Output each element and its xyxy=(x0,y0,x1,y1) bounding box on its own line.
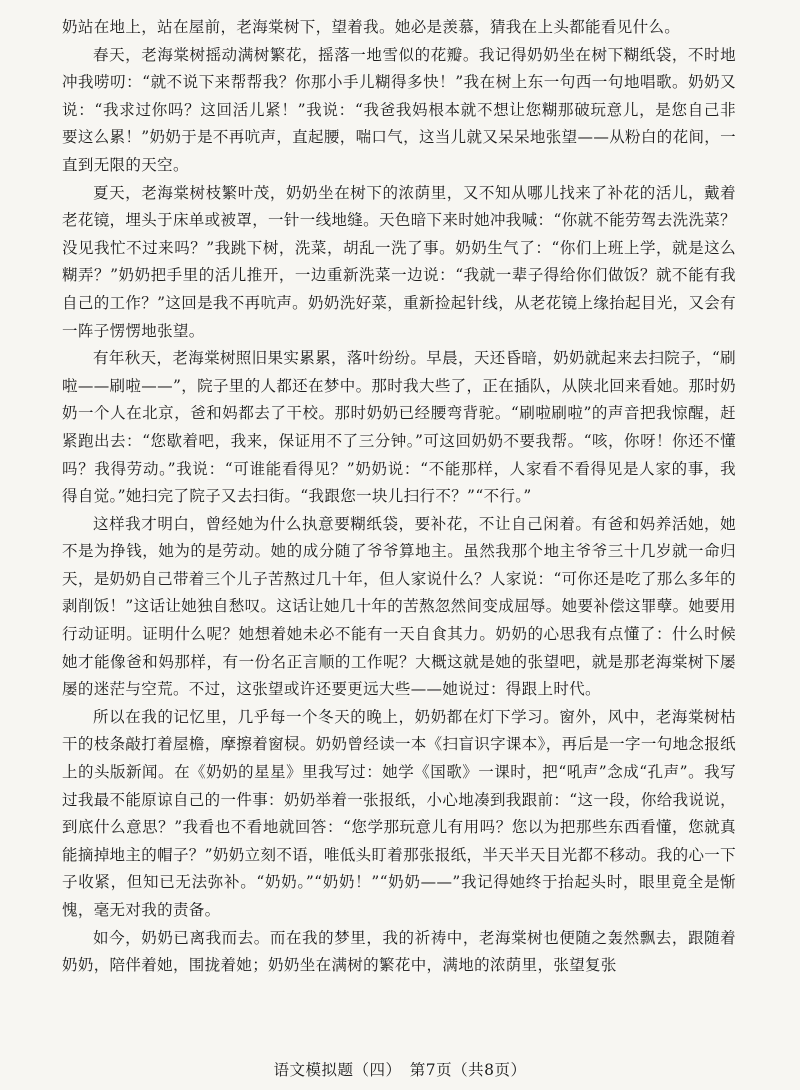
paragraph-spring: 春天，老海棠树摇动满树繁花，摇落一地雪似的花瓣。我记得奶奶坐在树下糊纸袋，不时地冲我唠叨：“就不说下来帮帮我？你那小手儿糊得多快！”我在树上东一句西一句地唱歌。奶奶又说：“我求过你吗？这回活儿紧！”我说：“我爸我妈根本就不想让您糊那破玩意儿，是您自己非要这么累！”奶奶于是不再吭声，直起腰，喘口气，这当儿就又呆呆地张望——从粉白的花间，一直到无限的天空。 xyxy=(62,45,736,174)
paragraph-continuation: 奶站在地上，站在屋前，老海棠树下，望着我。她必是羡慕，猜我在上头都能看见什么。 xyxy=(62,18,681,36)
paragraph-winter: 所以在我的记忆里，几乎每一个冬天的晚上，奶奶都在灯下学习。窗外，风中，老海棠树枯干的枝条敲打着屋檐，摩擦着窗棂。奶奶曾经读一本《扫盲识字课本》，再后是一字一句地念报纸上的头版新闻。在《奶奶的星星》里我写过：她学《国歌》一课时，把“吼声”念成“孔声”。我写过我最不能原谅自己的一件事：奶奶举着一张报纸，小心地凑到我跟前：“这一段，你给我说说，到底什么意思？”我看也不看地就回答：“您学那玩意儿有用吗？您以为把那些东西看懂，您就真能摘掉地主的帽子？”奶奶立刻不语，唯低头盯着那张报纸，半天半天目光都不移动。我的心一下子收紧，但知已无法弥补。“奶奶。”“奶奶！”“奶奶——”我记得她终于抬起头时，眼里竟全是惭愧，毫无对我的责备。 xyxy=(62,707,736,919)
paragraph-now: 如今，奶奶已离我而去。而在我的梦里，我的祈祷中，老海棠树也便随之轰然飘去，跟随着奶奶，陪伴着她，围拢着她；奶奶坐在满树的繁花中，满地的浓荫里，张望复张 xyxy=(62,928,736,975)
page-footer: 语文模拟题（四） 第7页（共8页） xyxy=(273,1061,527,1079)
paragraph-summer: 夏天，老海棠树枝繁叶茂，奶奶坐在树下的浓荫里，又不知从哪儿找来了补花的活儿，戴着老花镜，埋头于床单或被罩，一针一线地缝。天色暗下来时她冲我喊：“你就不能劳驾去洗洗菜？没见我忙不过来吗？”我跳下树，洗菜，胡乱一洗了事。奶奶生气了：“你们上班上学，就是这么糊弄？”奶奶把手里的活儿推开，一边重新洗菜一边说：“我就一辈子得给你们做饭？就不能有我自己的工作？”这回是我不再吭声。奶奶洗好菜，重新捡起针线，从老花镜上缘抬起目光，又会有一阵子愣愣地张望。 xyxy=(62,183,736,340)
paragraph-autumn: 有年秋天，老海棠树照旧果实累累，落叶纷纷。早晨，天还昏暗，奶奶就起来去扫院子，“刷啦——刷啦——”，院子里的人都还在梦中。那时我大些了，正在插队，从陕北回来看她。那时奶奶一个人在北京，爸和妈都去了干校。那时奶奶已经腰弯背驼。“刷啦刷啦”的声音把我惊醒，赶紧跑出去：“您歇着吧，我来，保证用不了三分钟。”可这回奶奶不要我帮。“咳，你呀！你还不懂吗？我得劳动。”我说：“可谁能看得见？”奶奶说：“不能那样，人家看不看得见是人家的事，我得自觉。”她扫完了院子又去扫街。“我跟您一块儿扫行不？”“不行。” xyxy=(62,349,736,506)
paragraph-realization: 这样我才明白，曾经她为什么执意要糊纸袋，要补花，不让自己闲着。有爸和妈养活她，她不是为挣钱，她为的是劳动。她的成分随了爷爷算地主。虽然我那个地主爷爷三十几岁就一命归天，是奶奶自己带着三个儿子苦熬过几十年，但人家说什么？人家说：“可你还是吃了那么多年的剥削饭！”这话让她独自愁叹。这话让她几十年的苦熬忽然间变成屈辱。她要补偿这罪孽。她要用行动证明。证明什么呢？她想着她未必不能有一天自食其力。奶奶的心思我有点懂了：什么时候她才能像爸和妈那样，有一份名正言顺的工作呢？大概这就是她的张望吧，就是那老海棠树下屡屡的迷茫与空荒。不过，这张望或许还要更远大些——她说过：得跟上时代。 xyxy=(62,514,736,699)
